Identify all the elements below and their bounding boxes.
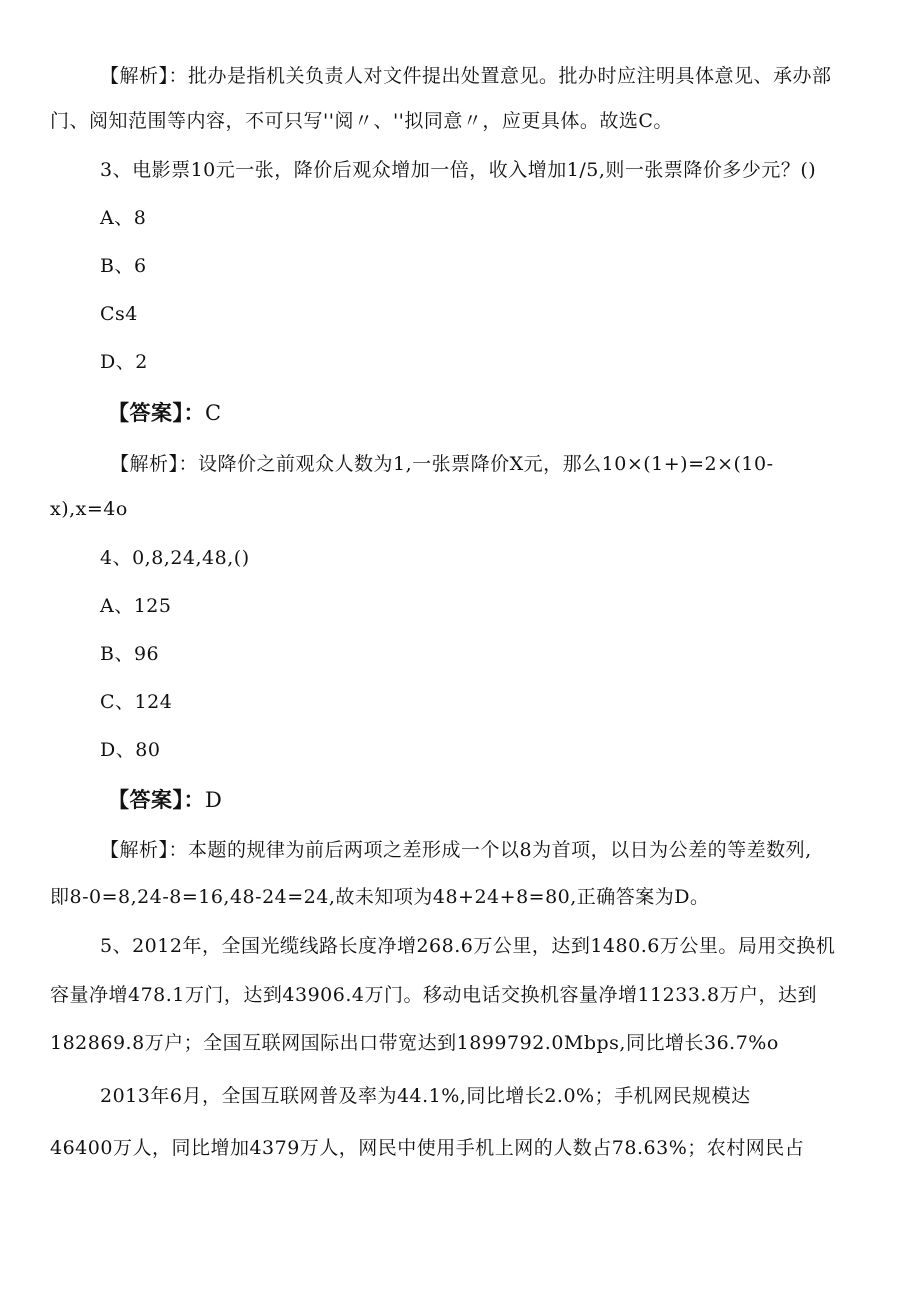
- q4-option-d: D、80: [100, 739, 161, 761]
- q5-para1-line3: 182869.8万户；全国互联网国际出口带宽达到1899792.0Mbps,同比增长36.7%o: [50, 1032, 779, 1054]
- q4-option-c: C、124: [100, 691, 173, 713]
- q3-option-c: Cs4: [100, 303, 138, 325]
- q5-para2-line1: 2013年6月，全国互联网普及率为44.1%,同比增长2.0%；手机网民规模达: [100, 1085, 751, 1107]
- q3-option-d: D、2: [100, 351, 148, 373]
- q3-answer-value: C: [205, 401, 222, 425]
- q3-answer: [108, 401, 222, 425]
- q4-answer-label: 【答案】：: [108, 788, 205, 812]
- q3-answer-label: 【答案】：: [108, 401, 205, 425]
- q4-option-b: B、96: [100, 643, 160, 665]
- q3-explanation-line1: 【解析】：设降价之前观众人数为1,一张票降价X元，那么10×(1+)=2×(10-: [110, 453, 774, 475]
- q2-explanation-line2: 门、阅知范围等内容，不可只写''阅〃、''拟同意〃，应更具体。故选C。: [50, 110, 673, 132]
- q4-answer: [108, 788, 222, 812]
- q5-para2-line2: 46400万人，同比增加4379万人，网民中使用手机上网的人数占78.63%；农村网民占: [50, 1137, 805, 1159]
- q4-option-a: A、125: [100, 595, 172, 617]
- q4-answer-value: D: [205, 788, 223, 812]
- q5-para1-line2: 容量净增478.1万门，达到43906.4万门。移动电话交换机容量净增11233.8万户，达到: [50, 984, 818, 1006]
- q3-option-b: B、6: [100, 255, 147, 277]
- q2-explanation-line1: 【解析】：批办是指机关负责人对文件提出处置意见。批办时应注明具体意见、承办部: [100, 65, 832, 87]
- q3-option-a: A、8: [100, 207, 147, 229]
- q5-para1-line1: 5、2012年，全国光缆线路长度净增268.6万公里，达到1480.6万公里。局用交换机: [100, 935, 836, 957]
- q3-explanation-line2: x),x=4o: [50, 498, 128, 520]
- q4-question: 4、0,8,24,48,(): [100, 547, 250, 569]
- q3-question: 3、电影票10元一张，降价后观众增加一倍，收入增加1/5,则一张票降价多少元？(): [100, 159, 817, 181]
- q4-explanation-line2: 即8-0=8,24-8=16,48-24=24,故未知项为48+24+8=80,正确答案为D。: [50, 886, 710, 908]
- q4-explanation-line1: 【解析】：本题的规律为前后两项之差形成一个以8为首项，以日为公差的等差数列,: [100, 839, 812, 861]
